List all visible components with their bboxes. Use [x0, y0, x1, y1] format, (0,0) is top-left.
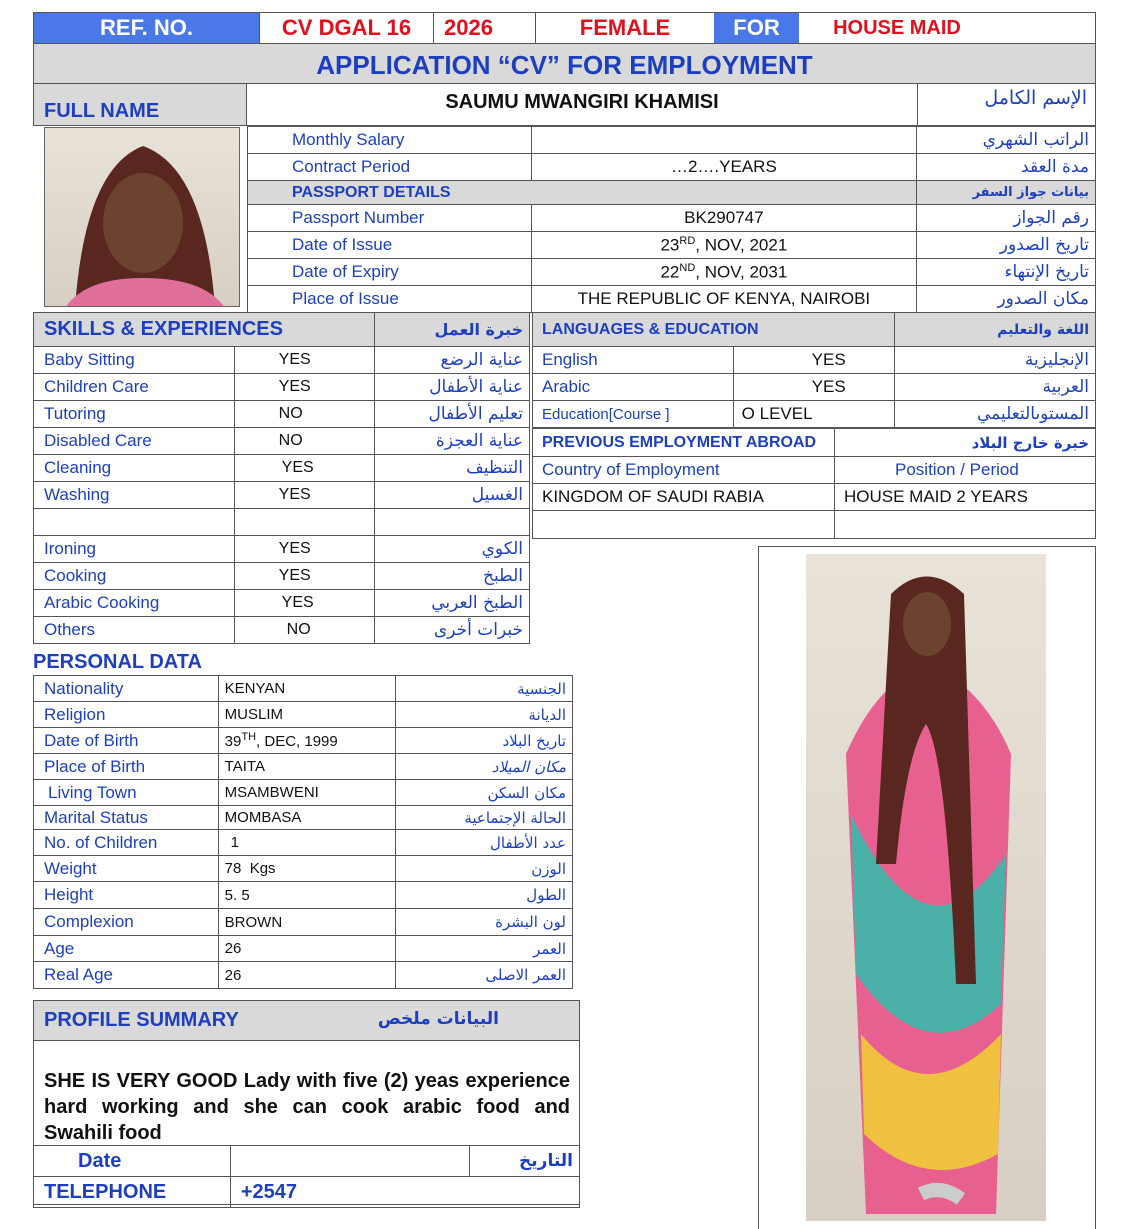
ref-code: CV DGAL 16: [259, 13, 433, 43]
table-row: [34, 728, 573, 754]
full-body-illustration: [806, 554, 1046, 1221]
personal-arabic: مكان الميلاد: [396, 754, 573, 780]
table-row: [34, 401, 530, 428]
personal-label: Living Town: [34, 780, 219, 806]
profile-summary-header: [34, 1001, 579, 1041]
personal-data-table: [33, 675, 573, 989]
employment-title: PREVIOUS EMPLOYMENT ABROAD: [533, 429, 835, 457]
place-of-issue-value: THE REPUBLIC OF KENYA, NAIROBI: [531, 286, 917, 313]
table-row: [248, 286, 1096, 313]
personal-value: MOMBASA: [218, 806, 396, 830]
for-label: FOR: [714, 13, 799, 43]
personal-value: 78 Kgs: [218, 856, 396, 882]
skill-label: Baby Sitting: [34, 347, 235, 374]
table-row: [34, 936, 573, 962]
dob-day: 39: [224, 733, 242, 750]
table-row: [533, 457, 1096, 484]
skill-value: YES: [234, 590, 375, 617]
table-row: [248, 181, 1096, 205]
education-label: Education[Course ]: [533, 401, 734, 428]
ref-label: REF. NO.: [34, 13, 259, 43]
skill-value: YES: [234, 347, 375, 374]
table-row: [248, 154, 1096, 181]
skill-value: NO: [234, 401, 375, 428]
skill-value: YES: [234, 482, 375, 509]
passport-number-label: Passport Number: [248, 205, 532, 232]
table-row: [248, 259, 1096, 286]
table-row: [34, 856, 573, 882]
skill-arabic: الطبخ العربي: [375, 590, 530, 617]
date-arabic: التاريخ: [470, 1146, 580, 1177]
passport-number-arabic: رقم الجواز: [917, 205, 1096, 232]
skill-value: NO: [234, 617, 375, 644]
expiry-date-arabic: تاريخ الإنتهاء: [917, 259, 1096, 286]
education-value: O LEVEL: [733, 401, 895, 428]
place-of-issue-label: Place of Issue: [248, 286, 532, 313]
personal-arabic: العمر: [396, 936, 573, 962]
table-row: [533, 347, 1096, 374]
passport-title: PASSPORT DETAILS: [248, 181, 917, 205]
ref-year: 2026: [433, 13, 535, 43]
table-row: [34, 780, 573, 806]
dob-day-suffix: TH: [241, 731, 257, 743]
contract-value: …2….YEARS: [531, 154, 917, 181]
table-row: [34, 374, 530, 401]
issue-date-value: [531, 232, 917, 259]
full-body-photo-frame: [758, 546, 1096, 1229]
table-row: [533, 429, 1096, 457]
profile-summary-title-arabic: البيانات ملخص: [377, 1009, 499, 1029]
employment-table: [532, 428, 1096, 539]
personal-label: Real Age: [34, 962, 219, 989]
table-row: [34, 617, 530, 644]
personal-label: No. of Children: [34, 830, 219, 856]
skill-arabic: عناية الأطفال: [375, 374, 530, 401]
table-row: [248, 205, 1096, 232]
table-row-empty: [34, 509, 530, 536]
table-row: [248, 232, 1096, 259]
skills-table: [33, 312, 530, 644]
expiry-day-suffix: ND: [679, 261, 696, 274]
salary-label: Monthly Salary: [248, 127, 532, 154]
position-applied: HOUSE MAID: [833, 17, 961, 39]
personal-arabic: الوزن: [396, 856, 573, 882]
skill-arabic: عناية الرضع: [375, 347, 530, 374]
personal-arabic: الطول: [396, 882, 573, 909]
page-title: APPLICATION “CV” FOR EMPLOYMENT: [33, 44, 1096, 84]
skill-arabic: تعليم الأطفال: [375, 401, 530, 428]
issue-date-arabic: تاريخ الصدور: [917, 232, 1096, 259]
expiry-date-value: [531, 259, 917, 286]
issue-date-rest: , NOV, 2021: [695, 235, 788, 255]
table-row: [34, 313, 530, 347]
personal-label: Complexion: [34, 909, 219, 936]
portrait-photo: [44, 127, 240, 307]
skill-label: Others: [34, 617, 235, 644]
personal-label: Place of Birth: [34, 754, 219, 780]
skill-arabic: خبرات أخرى: [375, 617, 530, 644]
skills-title: SKILLS & EXPERIENCES: [34, 313, 375, 347]
personal-label: Age: [34, 936, 219, 962]
skill-value: YES: [234, 455, 375, 482]
skill-arabic: الطبخ: [375, 563, 530, 590]
table-row: [34, 806, 573, 830]
salary-value: [531, 127, 917, 154]
table-row: [34, 536, 530, 563]
profile-summary-title: PROFILE SUMMARY: [44, 1009, 239, 1031]
full-name-label: FULL NAME: [33, 84, 247, 126]
table-row: [34, 702, 573, 728]
skill-label: Cleaning: [34, 455, 235, 482]
language-label: Arabic: [533, 374, 734, 401]
personal-value: 26: [218, 936, 396, 962]
table-row: [34, 830, 573, 856]
skill-arabic: التنظيف: [375, 455, 530, 482]
personal-label: Nationality: [34, 676, 219, 702]
issue-day-suffix: RD: [679, 234, 696, 247]
language-arabic: الإنجليزية: [895, 347, 1096, 374]
skill-label: Arabic Cooking: [34, 590, 235, 617]
employment-position: HOUSE MAID 2 YEARS: [835, 484, 1096, 511]
skill-label: Children Care: [34, 374, 235, 401]
issue-date-label: Date of Issue: [248, 232, 532, 259]
table-row: [34, 754, 573, 780]
skill-label: Disabled Care: [34, 428, 235, 455]
table-row: [34, 676, 573, 702]
employment-title-arabic: خبرة خارج البلاد: [835, 429, 1096, 457]
dob-label: Date of Birth: [34, 728, 219, 754]
personal-value: 5. 5: [218, 882, 396, 909]
table-row: [34, 909, 573, 936]
full-body-photo: [806, 554, 1046, 1221]
expiry-date-label: Date of Expiry: [248, 259, 532, 286]
skill-value: NO: [234, 428, 375, 455]
personal-value: KENYAN: [218, 676, 396, 702]
personal-value: BROWN: [218, 909, 396, 936]
gender: FEMALE: [535, 13, 714, 43]
passport-title-arabic: بيانات جواز السفر: [917, 181, 1096, 205]
table-row: [34, 563, 530, 590]
dob-arabic: تاريخ البلاد: [396, 728, 573, 754]
issue-day: 23: [660, 235, 680, 255]
table-row: [34, 428, 530, 455]
personal-value: MSAMBWENI: [218, 780, 396, 806]
skill-label: Washing: [34, 482, 235, 509]
skill-label: Tutoring: [34, 401, 235, 428]
contract-passport-table: [247, 126, 1096, 313]
skill-label: Ironing: [34, 536, 235, 563]
languages-table: [532, 312, 1096, 428]
skills-title-arabic: خبرة العمل: [375, 313, 530, 347]
expiry-day: 22: [660, 262, 680, 282]
personal-label: Marital Status: [34, 806, 219, 830]
personal-arabic: عدد الأطفال: [396, 830, 573, 856]
personal-value: 1: [218, 830, 396, 856]
contract-label: Contract Period: [248, 154, 532, 181]
dob-value: [218, 728, 396, 754]
skill-value: YES: [234, 374, 375, 401]
table-row: [34, 882, 573, 909]
personal-value: MUSLIM: [218, 702, 396, 728]
skill-value: YES: [234, 563, 375, 590]
table-row: [34, 1146, 580, 1177]
languages-title-arabic: اللغة والتعليم: [895, 313, 1096, 347]
personal-arabic: الجنسية: [396, 676, 573, 702]
date-label: Date: [34, 1146, 231, 1177]
skill-arabic: الغسيل: [375, 482, 530, 509]
salary-arabic: الراتب الشهري: [917, 127, 1096, 154]
personal-label: Weight: [34, 856, 219, 882]
contact-table: [33, 1145, 580, 1208]
personal-arabic: لون البشرة: [396, 909, 573, 936]
table-row: [34, 590, 530, 617]
table-row: [533, 374, 1096, 401]
passport-number-value: BK290747: [531, 205, 917, 232]
table-row: [34, 482, 530, 509]
table-row: [34, 1177, 580, 1208]
table-row-empty: [533, 511, 1096, 539]
personal-arabic: مكان السكن: [396, 780, 573, 806]
table-row: [533, 401, 1096, 428]
languages-title: LANGUAGES & EDUCATION: [533, 313, 895, 347]
language-arabic: العربية: [895, 374, 1096, 401]
date-value: [230, 1146, 469, 1177]
full-name-value: SAUMU MWANGIRI KHAMISI: [247, 84, 917, 126]
skill-value: YES: [234, 536, 375, 563]
employment-country-header: Country of Employment: [533, 457, 835, 484]
employment-country: KINGDOM OF SAUDI RABIA: [533, 484, 835, 511]
personal-label: Religion: [34, 702, 219, 728]
skill-label: Cooking: [34, 563, 235, 590]
personal-value: TAITA: [218, 754, 396, 780]
table-row: [533, 484, 1096, 511]
language-label: English: [533, 347, 734, 374]
employment-position-header: Position / Period: [835, 457, 1096, 484]
education-arabic: المستوىالتعليمي: [895, 401, 1096, 428]
skill-arabic: عناية العجزة: [375, 428, 530, 455]
table-row: [34, 347, 530, 374]
skill-arabic: الكوي: [375, 536, 530, 563]
table-row: [248, 127, 1096, 154]
ref-header: [33, 12, 1096, 44]
personal-label: Height: [34, 882, 219, 909]
profile-summary-text: SHE IS VERY GOOD Lady with five (2) yeas experience hard working and she can cook arabic food and Swahili food: [44, 1070, 570, 1144]
language-value: YES: [733, 347, 895, 374]
expiry-date-rest: , NOV, 2031: [695, 262, 788, 282]
personal-value: 26: [218, 962, 396, 989]
personal-data-title: PERSONAL DATA: [33, 651, 202, 673]
portrait-illustration: [45, 128, 240, 307]
telephone-value: +2547: [230, 1177, 579, 1208]
table-row: [533, 313, 1096, 347]
personal-arabic: الديانة: [396, 702, 573, 728]
contract-arabic: مدة العقد: [917, 154, 1096, 181]
table-row: [34, 962, 573, 989]
personal-arabic: الحالة الإجتماعية: [396, 806, 573, 830]
dob-rest: , DEC, 1999: [256, 733, 338, 750]
full-name-arabic: الإسم الكامل: [917, 84, 1096, 126]
personal-arabic: العمر الاصلى: [396, 962, 573, 989]
place-of-issue-arabic: مكان الصدور: [917, 286, 1096, 313]
language-value: YES: [733, 374, 895, 401]
table-row: [34, 455, 530, 482]
telephone-label: TELEPHONE: [34, 1177, 231, 1208]
